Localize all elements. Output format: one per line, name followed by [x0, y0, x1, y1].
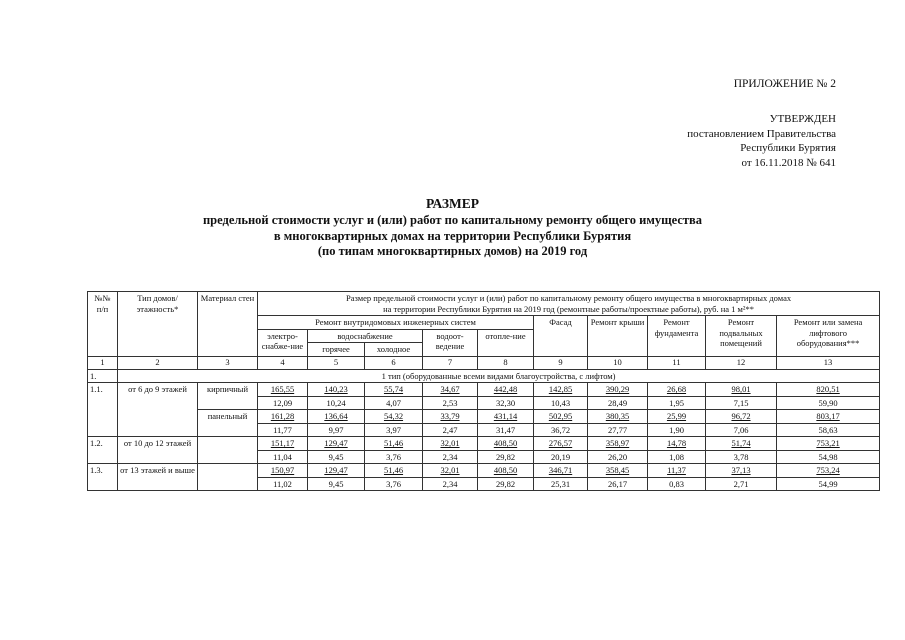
design-cost-value: 10,43: [534, 396, 588, 410]
approval-line: постановлением Правительства: [687, 127, 836, 140]
repair-cost-value: 54,32: [383, 411, 404, 421]
repair-cost-value: 14,78: [666, 438, 687, 448]
water-header: водоснабжение: [308, 329, 423, 343]
repair-cost-value: 142,85: [548, 384, 573, 394]
design-cost-value: 2,34: [423, 450, 478, 464]
facade-header: Фасад: [534, 316, 588, 357]
repair-cost-cell: [648, 410, 706, 424]
repair-cost-cell: [258, 437, 308, 451]
drain-header: водоот-ведение: [423, 329, 478, 356]
repair-cost-cell: [648, 383, 706, 397]
repair-cost-cell: [777, 464, 880, 478]
heat-header: отопле-ние: [478, 329, 534, 356]
repair-cost-value: 136,64: [324, 411, 348, 421]
repair-cost-cell: [423, 437, 478, 451]
repair-cost-cell: [648, 437, 706, 451]
design-cost-value: 25,31: [534, 477, 588, 491]
repair-cost-value: 129,47: [324, 438, 348, 448]
repair-cost-value: 358,97: [605, 438, 630, 448]
design-cost-value: 11,02: [258, 477, 308, 491]
design-cost-value: 26,20: [588, 450, 648, 464]
design-cost-value: 11,04: [258, 450, 308, 464]
row-number: 1.1.: [88, 383, 118, 437]
size-header-line: Размер предельной стоимости услуг и (или) работ по капитальному ремонту общего имущества в многоквартирных домах: [346, 293, 792, 303]
repair-cost-cell: [478, 464, 534, 478]
column-number: 2: [118, 356, 198, 369]
subtitle-line: предельной стоимости услуг и (или) работ по капитальному ремонту общего имущества: [202, 213, 703, 227]
repair-cost-value: 140,23: [324, 384, 348, 394]
col-type-header: Тип домов/ этажность*: [118, 292, 198, 357]
design-cost-value: 29,82: [478, 450, 534, 464]
design-cost-value: 2,34: [423, 477, 478, 491]
repair-cost-value: 442,48: [493, 384, 518, 394]
repair-cost-cell: [423, 464, 478, 478]
repair-cost-value: 151,17: [270, 438, 295, 448]
column-number: 11: [648, 356, 706, 369]
design-cost-value: 3,78: [706, 450, 777, 464]
repair-cost-cell: [706, 464, 777, 478]
column-number: 6: [365, 356, 423, 369]
design-cost-value: 20,19: [534, 450, 588, 464]
repair-cost-value: 820,51: [816, 384, 840, 394]
design-cost-value: 0,83: [648, 477, 706, 491]
repair-cost-value: 11,37: [667, 465, 686, 475]
design-cost-value: 29,82: [478, 477, 534, 491]
repair-cost-value: 26,68: [666, 384, 687, 394]
design-cost-value: 27,77: [588, 423, 648, 437]
design-cost-value: 1,90: [648, 423, 706, 437]
repair-cost-value: 431,14: [493, 411, 518, 421]
title-word: РАЗМЕР: [425, 196, 480, 211]
engineering-header: Ремонт внутридомовых инженерных систем: [258, 316, 534, 330]
approval-line: УТВЕРЖДЕН: [769, 113, 836, 125]
design-cost-value: 2,53: [423, 396, 478, 410]
repair-cost-cell: [706, 437, 777, 451]
design-cost-value: 32,30: [478, 396, 534, 410]
cost-table: [87, 291, 880, 491]
repair-cost-cell: [423, 410, 478, 424]
basement-header: Ремонт подвальных помещений: [706, 316, 777, 357]
repair-cost-value: 346,71: [548, 465, 573, 475]
column-number: 9: [534, 356, 588, 369]
electro-header: электро-снабже-ние: [258, 329, 308, 356]
design-cost-value: 3,97: [365, 423, 423, 437]
design-cost-value: 28,49: [588, 396, 648, 410]
repair-cost-cell: [308, 410, 365, 424]
design-cost-value: 1,95: [648, 396, 706, 410]
repair-cost-cell: [365, 410, 423, 424]
design-cost-value: 59,90: [777, 396, 880, 410]
column-number: 10: [588, 356, 648, 369]
size-header-line: на территории Республики Бурятия на 2019 год (ремонтные работы/проектные работы), руб. на 1 м²**: [383, 303, 754, 314]
roof-header: Ремонт крыши: [588, 316, 648, 357]
repair-cost-value: 408,50: [493, 438, 518, 448]
repair-cost-value: 150,97: [270, 465, 295, 475]
repair-cost-value: 276,57: [548, 438, 573, 448]
group-label: 1 тип (оборудованные всеми видами благоустройства, с лифтом): [118, 369, 880, 383]
repair-cost-value: 55,74: [383, 384, 404, 394]
repair-cost-cell: [534, 383, 588, 397]
wall-material: панельный: [198, 410, 258, 437]
design-cost-value: 1,08: [648, 450, 706, 464]
column-number: 12: [706, 356, 777, 369]
column-number: 8: [478, 356, 534, 369]
table-row: [88, 383, 880, 397]
col-material-header: Материал стен: [198, 292, 258, 357]
repair-cost-value: 390,29: [605, 384, 630, 394]
design-cost-value: 2,47: [423, 423, 478, 437]
repair-cost-value: 380,35: [605, 411, 630, 421]
repair-cost-value: 753,21: [816, 438, 840, 448]
repair-cost-value: 98,01: [731, 384, 751, 394]
appendix-label: ПРИЛОЖЕНИЕ № 2: [733, 78, 836, 90]
wall-material: [198, 437, 258, 464]
hot-water-header: горячее: [308, 343, 365, 357]
column-number: 5: [308, 356, 365, 369]
repair-cost-cell: [478, 410, 534, 424]
wall-material: [198, 464, 258, 491]
repair-cost-value: 358,45: [605, 465, 630, 475]
repair-cost-value: 32,01: [440, 438, 460, 448]
repair-cost-cell: [308, 383, 365, 397]
column-number: 13: [777, 356, 880, 369]
repair-cost-cell: [588, 437, 648, 451]
design-cost-value: 4,07: [365, 396, 423, 410]
repair-cost-cell: [777, 383, 880, 397]
approval-line: Республики Бурятия: [740, 142, 836, 154]
subtitle-line: в многоквартирных домах на территории Республики Бурятия: [273, 228, 632, 243]
repair-cost-value: 161,28: [270, 411, 295, 421]
table-body: [88, 383, 880, 491]
design-cost-value: 7,06: [706, 423, 777, 437]
size-header: [258, 292, 880, 316]
repair-cost-cell: [258, 410, 308, 424]
design-cost-value: 2,71: [706, 477, 777, 491]
design-cost-value: 3,76: [365, 477, 423, 491]
design-cost-value: 54,98: [777, 450, 880, 464]
design-cost-value: 26,17: [588, 477, 648, 491]
repair-cost-value: 165,55: [270, 384, 295, 394]
repair-cost-value: 502,95: [548, 411, 573, 421]
repair-cost-cell: [478, 383, 534, 397]
repair-cost-cell: [534, 437, 588, 451]
row-number: 1.3.: [88, 464, 118, 491]
repair-cost-value: 51,74: [731, 438, 751, 448]
repair-cost-value: 34,67: [440, 384, 460, 394]
repair-cost-cell: [777, 437, 880, 451]
repair-cost-cell: [588, 383, 648, 397]
design-cost-value: 36,72: [534, 423, 588, 437]
repair-cost-cell: [365, 383, 423, 397]
repair-cost-cell: [365, 437, 423, 451]
approval-block: [596, 112, 836, 170]
design-cost-value: 9,97: [308, 423, 365, 437]
house-type: от 6 до 9 этажей: [118, 383, 198, 437]
repair-cost-value: 96,72: [731, 411, 751, 421]
approval-line: от 16.11.2018 № 641: [741, 156, 836, 169]
subtitle-line: (по типам многоквартирных домов) на 2019 год: [317, 244, 588, 258]
repair-cost-value: 25,99: [666, 411, 687, 421]
design-cost-value: 9,45: [308, 450, 365, 464]
design-cost-value: 10,24: [308, 396, 365, 410]
table-row: [88, 437, 880, 451]
design-cost-value: 58,63: [777, 423, 880, 437]
repair-cost-cell: [588, 410, 648, 424]
column-number: 1: [88, 356, 118, 369]
repair-cost-value: 803,17: [816, 411, 840, 421]
column-number: 3: [198, 356, 258, 369]
design-cost-value: 7,15: [706, 396, 777, 410]
design-cost-value: 54,99: [777, 477, 880, 491]
repair-cost-value: 51,46: [383, 465, 404, 475]
column-number: 7: [423, 356, 478, 369]
repair-cost-value: 33,79: [440, 411, 460, 421]
repair-cost-cell: [423, 383, 478, 397]
repair-cost-cell: [534, 410, 588, 424]
repair-cost-value: 753,24: [816, 465, 840, 475]
repair-cost-cell: [365, 464, 423, 478]
group-num: 1.: [88, 369, 118, 383]
table-row: [88, 464, 880, 478]
repair-cost-cell: [534, 464, 588, 478]
repair-cost-cell: [777, 410, 880, 424]
repair-cost-value: 32,01: [440, 465, 460, 475]
design-cost-value: 12,09: [258, 396, 308, 410]
repair-cost-cell: [648, 464, 706, 478]
design-cost-value: 11,77: [258, 423, 308, 437]
repair-cost-value: 129,47: [324, 465, 348, 475]
repair-cost-cell: [478, 437, 534, 451]
cold-water-header: холодное: [365, 343, 423, 357]
repair-cost-cell: [258, 383, 308, 397]
repair-cost-cell: [258, 464, 308, 478]
document-subtitle: [0, 213, 905, 260]
column-number: 4: [258, 356, 308, 369]
table-row: [88, 410, 880, 424]
repair-cost-value: 51,46: [383, 438, 404, 448]
wall-material: кирпичный: [198, 383, 258, 410]
design-cost-value: 3,76: [365, 450, 423, 464]
repair-cost-cell: [706, 383, 777, 397]
elevator-header: Ремонт или замена лифтового оборудования***: [777, 316, 880, 357]
foundation-header: Ремонт фундамента: [648, 316, 706, 357]
repair-cost-cell: [308, 437, 365, 451]
column-numbers-row: [88, 356, 880, 369]
house-type: от 13 этажей и выше: [118, 464, 198, 491]
document-title: [0, 196, 905, 212]
col-num-header: №№ п/п: [88, 292, 118, 357]
design-cost-value: 9,45: [308, 477, 365, 491]
repair-cost-value: 408,50: [493, 465, 518, 475]
row-number: 1.2.: [88, 437, 118, 464]
repair-cost-value: 37,13: [731, 465, 751, 475]
repair-cost-cell: [706, 410, 777, 424]
repair-cost-cell: [308, 464, 365, 478]
repair-cost-cell: [588, 464, 648, 478]
design-cost-value: 31,47: [478, 423, 534, 437]
house-type: от 10 до 12 этажей: [118, 437, 198, 464]
